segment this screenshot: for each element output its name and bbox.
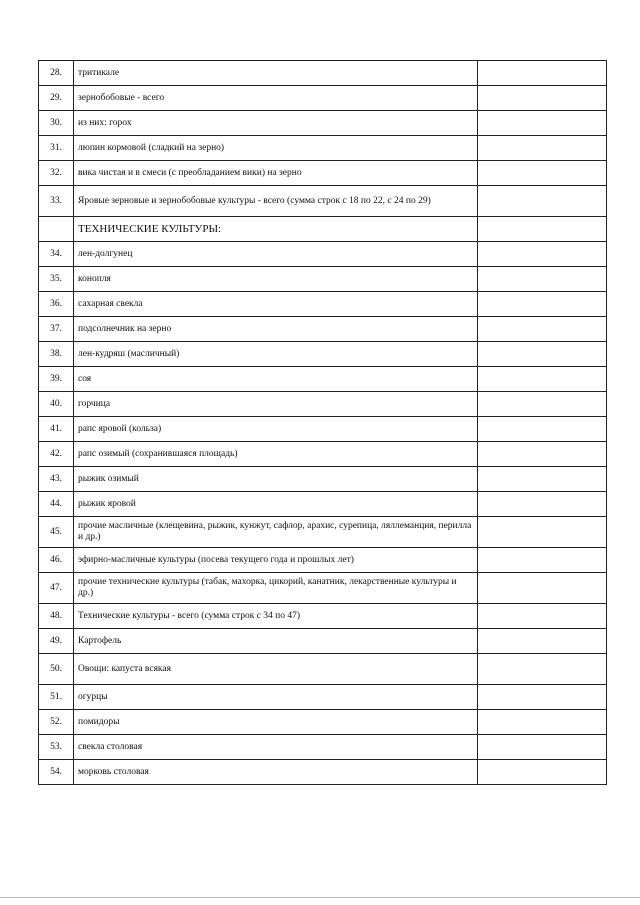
row-number: 37.	[39, 317, 74, 342]
row-number: 30.	[39, 111, 74, 136]
section-title: ТЕХНИЧЕСКИЕ КУЛЬТУРЫ:	[74, 217, 478, 242]
table-row	[39, 161, 607, 186]
row-label: люпин кормовой (сладкий на зерно)	[74, 136, 478, 161]
row-value	[478, 573, 607, 604]
row-label: из них: горох	[74, 111, 478, 136]
row-label: эфирно-масличные культуры (посева текущего года и прошлых лет)	[74, 548, 478, 573]
table-row	[39, 760, 607, 785]
table-row	[39, 573, 607, 604]
row-value	[478, 317, 607, 342]
row-number: 54.	[39, 760, 74, 785]
row-value	[478, 186, 607, 217]
row-label: Технические культуры - всего (сумма строк с 34 по 47)	[74, 604, 478, 629]
row-number	[39, 217, 74, 242]
table-row	[39, 136, 607, 161]
table-row	[39, 548, 607, 573]
row-value	[478, 292, 607, 317]
row-value	[478, 548, 607, 573]
table-row	[39, 442, 607, 467]
row-value	[478, 342, 607, 367]
row-number: 35.	[39, 267, 74, 292]
row-value	[478, 242, 607, 267]
row-label: огурцы	[74, 685, 478, 710]
table-row	[39, 392, 607, 417]
row-number: 42.	[39, 442, 74, 467]
row-value	[478, 367, 607, 392]
row-number: 31.	[39, 136, 74, 161]
row-value	[478, 517, 607, 548]
row-value	[478, 760, 607, 785]
row-value	[478, 86, 607, 111]
document-sheet	[38, 60, 604, 785]
row-number: 52.	[39, 710, 74, 735]
row-label: Картофель	[74, 629, 478, 654]
row-number: 33.	[39, 186, 74, 217]
row-number: 39.	[39, 367, 74, 392]
row-number: 32.	[39, 161, 74, 186]
row-number: 44.	[39, 492, 74, 517]
table-row	[39, 111, 607, 136]
row-value	[478, 604, 607, 629]
table-row	[39, 292, 607, 317]
table-row	[39, 61, 607, 86]
row-label: вика чистая и в смеси (с преобладанием вики) на зерно	[74, 161, 478, 186]
table-row	[39, 186, 607, 217]
row-value	[478, 392, 607, 417]
row-value	[478, 417, 607, 442]
row-number: 50.	[39, 654, 74, 685]
row-number: 48.	[39, 604, 74, 629]
row-value	[478, 710, 607, 735]
row-value	[478, 267, 607, 292]
row-number: 28.	[39, 61, 74, 86]
row-label: свекла столовая	[74, 735, 478, 760]
row-value	[478, 492, 607, 517]
row-value	[478, 442, 607, 467]
row-value	[478, 685, 607, 710]
table-row	[39, 242, 607, 267]
row-number: 29.	[39, 86, 74, 111]
row-value	[478, 467, 607, 492]
row-value	[478, 629, 607, 654]
row-value	[478, 136, 607, 161]
row-label: прочие технические культуры (табак, махорка, цикорий, канатник, лекарственные культуры и др.)	[74, 573, 478, 604]
row-number: 53.	[39, 735, 74, 760]
row-label: рапс озимый (сохранившаяся площадь)	[74, 442, 478, 467]
row-number: 49.	[39, 629, 74, 654]
row-number: 45.	[39, 517, 74, 548]
row-value	[478, 61, 607, 86]
table-row	[39, 517, 607, 548]
row-number: 40.	[39, 392, 74, 417]
row-value	[478, 161, 607, 186]
table-row	[39, 629, 607, 654]
table-row	[39, 685, 607, 710]
row-number: 38.	[39, 342, 74, 367]
table-row	[39, 267, 607, 292]
row-value	[478, 735, 607, 760]
row-label: рыжик озимый	[74, 467, 478, 492]
row-value	[478, 217, 607, 242]
row-label: Овощи: капуста всякая	[74, 654, 478, 685]
table-row	[39, 604, 607, 629]
table-row	[39, 654, 607, 685]
row-number: 36.	[39, 292, 74, 317]
row-number: 46.	[39, 548, 74, 573]
section-header-row	[39, 217, 607, 242]
row-number: 47.	[39, 573, 74, 604]
row-label: Яровые зерновые и зернобобовые культуры - всего (сумма строк с 18 по 22, с 24 по 29)	[74, 186, 478, 217]
row-label: соя	[74, 367, 478, 392]
table-row	[39, 735, 607, 760]
row-value	[478, 111, 607, 136]
row-label: зернобобовые - всего	[74, 86, 478, 111]
row-label: конопля	[74, 267, 478, 292]
table-row	[39, 492, 607, 517]
table-row	[39, 342, 607, 367]
table-row	[39, 317, 607, 342]
row-number: 43.	[39, 467, 74, 492]
scan-edge-line	[0, 897, 640, 898]
row-label: рыжик яровой	[74, 492, 478, 517]
row-label: прочие масличные (клещевина, рыжик, кунжут, сафлор, арахис, сурепица, ляллеманция, перилла и др.)	[74, 517, 478, 548]
row-number: 34.	[39, 242, 74, 267]
row-label: лен-долгунец	[74, 242, 478, 267]
table-row	[39, 417, 607, 442]
table-row	[39, 367, 607, 392]
row-number: 51.	[39, 685, 74, 710]
row-label: морковь столовая	[74, 760, 478, 785]
table-row	[39, 710, 607, 735]
row-label: помидоры	[74, 710, 478, 735]
row-label: лен-кудряш (масличный)	[74, 342, 478, 367]
row-label: подсолнечник на зерно	[74, 317, 478, 342]
row-label: горчица	[74, 392, 478, 417]
table-row	[39, 86, 607, 111]
row-number: 41.	[39, 417, 74, 442]
crops-table	[38, 60, 607, 785]
row-label: рапс яровой (кольза)	[74, 417, 478, 442]
row-value	[478, 654, 607, 685]
row-label: тритикале	[74, 61, 478, 86]
table-row	[39, 467, 607, 492]
row-label: сахарная свекла	[74, 292, 478, 317]
